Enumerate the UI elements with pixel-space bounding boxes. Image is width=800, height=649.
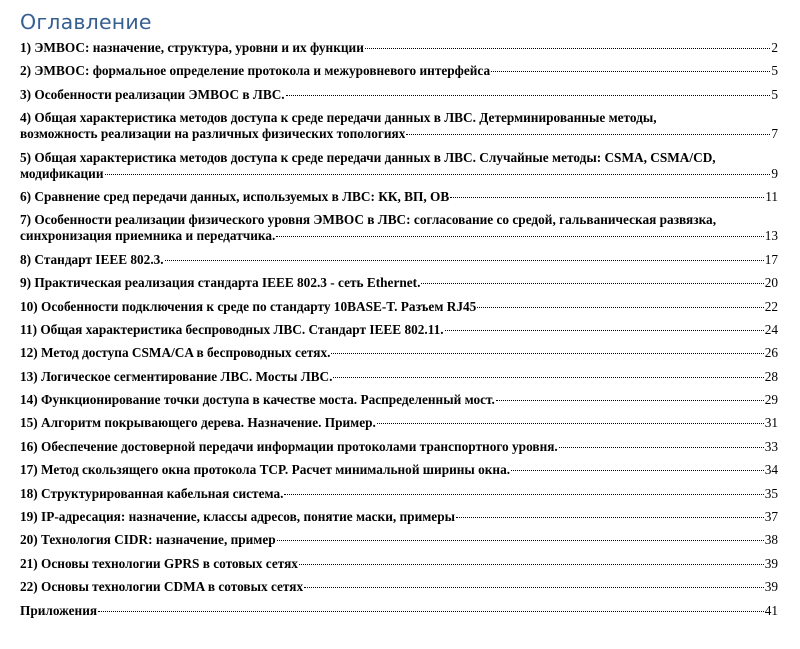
toc-entry[interactable] <box>20 579 778 595</box>
toc-entry[interactable] <box>20 509 778 525</box>
toc-entry[interactable] <box>20 275 778 291</box>
toc-entry-label: 15) Алгоритм покрывающего дерева. Назначение. Пример. <box>20 415 376 431</box>
toc-entry[interactable] <box>20 40 778 56</box>
toc-entry-label: 13) Логическое сегментирование ЛВС. Мосты ЛВС. <box>20 368 333 384</box>
toc-entry-page: 22 <box>764 298 778 314</box>
toc-entry[interactable] <box>20 439 778 455</box>
dot-leader <box>333 376 763 378</box>
toc-entry-page: 26 <box>764 345 778 361</box>
dot-leader <box>559 446 764 448</box>
toc-entry[interactable] <box>20 369 778 385</box>
toc-entry[interactable] <box>20 150 778 182</box>
toc-entry-page: 41 <box>764 602 778 618</box>
toc-entry-label: 22) Основы технологии CDMA в сотовых сетях <box>20 579 304 595</box>
dot-leader <box>496 399 764 401</box>
toc-entry-page: 2 <box>771 40 778 55</box>
toc-entry-page: 11 <box>765 188 778 204</box>
toc-entry-label: Приложения <box>20 602 98 618</box>
dot-leader <box>491 70 770 72</box>
dot-leader <box>98 610 764 612</box>
toc-entry-page: 33 <box>764 438 778 454</box>
dot-leader <box>456 516 764 518</box>
toc-entry[interactable] <box>20 462 778 478</box>
toc-entry-label: 6) Сравнение сред передачи данных, используемых в ЛВС: КК, ВП, ОВ <box>20 188 450 204</box>
toc-entry-page: 17 <box>764 251 778 267</box>
toc-entry[interactable] <box>20 63 778 79</box>
toc-entry-label: 16) Обеспечение достоверной передачи информации протоколами транспортного уровня. <box>20 438 558 454</box>
toc-entry-label: 10) Особенности подключения к среде по стандарту 10BASE-T. Разъем RJ45 <box>20 298 477 314</box>
table-of-contents <box>20 8 778 626</box>
toc-entry-page: 7 <box>771 126 778 142</box>
toc-entry[interactable] <box>20 189 778 205</box>
toc-entry[interactable] <box>20 345 778 361</box>
toc-entry-page: 29 <box>764 392 778 408</box>
dot-leader <box>421 282 763 284</box>
toc-entry[interactable] <box>20 556 778 572</box>
toc-entry-page: 31 <box>764 415 778 431</box>
dot-leader <box>511 469 764 471</box>
dot-leader <box>450 196 764 198</box>
toc-entry-label: 1) ЭМВОС: назначение, структура, уровни и их функции <box>20 40 364 55</box>
toc-entry-label-line1: 7) Особенности реализации физического уровня ЭМВОС в ЛВС: согласование со средой, гальваническая развязка, <box>20 212 717 228</box>
toc-entry-label-line2: синхронизация приемника и передатчика. <box>20 228 276 244</box>
toc-entry-page: 5 <box>771 63 778 79</box>
toc-entry-page: 34 <box>764 462 778 478</box>
toc-title: Оглавление <box>20 10 152 34</box>
toc-entry-page: 5 <box>771 86 778 102</box>
toc-entry-label: 2) ЭМВОС: формальное определение протокола и межуровневого интерфейса <box>20 63 491 79</box>
toc-entry-label: 9) Практическая реализация стандарта IEEE 802.3 - сеть Ethernet. <box>20 275 421 291</box>
toc-entry[interactable] <box>20 252 778 268</box>
toc-entry-label: 12) Метод доступа CSMA/CA в беспроводных сетях. <box>20 345 331 361</box>
toc-entry-page: 9 <box>771 165 778 181</box>
toc-entry-label: 11) Общая характеристика беспроводных ЛВС. Стандарт IEEE 802.11. <box>20 321 444 337</box>
dot-leader <box>284 493 763 495</box>
toc-entry-label-line2: возможность реализации на различных физических топологиях <box>20 126 406 142</box>
dot-leader <box>477 306 763 308</box>
dot-leader <box>286 94 771 96</box>
toc-entry-label: 18) Структурированная кабельная система. <box>20 485 284 501</box>
toc-entry-page: 13 <box>764 228 778 244</box>
dot-leader <box>277 539 764 541</box>
toc-entry-page: 37 <box>764 509 778 525</box>
toc-entry-label: 17) Метод скользящего окна протокола TCP. Расчет минимальной ширины окна. <box>20 462 511 478</box>
toc-entry[interactable] <box>20 87 778 103</box>
toc-entry-label: 8) Стандарт IEEE 802.3. <box>20 251 164 267</box>
toc-entry-page: 39 <box>764 555 778 571</box>
toc-entry-page: 24 <box>764 321 778 337</box>
toc-entry-page: 28 <box>764 368 778 384</box>
toc-entry-page: 38 <box>764 532 778 548</box>
toc-entry-label-line1: 4) Общая характеристика методов доступа к среде передачи данных в ЛВС. Детерминированные методы, <box>20 110 657 126</box>
toc-entry[interactable] <box>20 322 778 338</box>
toc-entry-label: 14) Функционирование точки доступа в качестве моста. Распределенный мост. <box>20 392 495 408</box>
dot-leader <box>165 259 764 261</box>
toc-entry-label-line2: модификации <box>20 165 104 181</box>
dot-leader <box>276 235 763 237</box>
toc-entry[interactable] <box>20 486 778 502</box>
dot-leader <box>406 133 770 135</box>
toc-entry[interactable] <box>20 603 778 619</box>
toc-entry-label: 19) IP-адресация: назначение, классы адресов, понятие маски, примеры <box>20 509 455 525</box>
toc-entry[interactable] <box>20 110 778 142</box>
dot-leader <box>445 329 764 331</box>
toc-entry-label: 21) Основы технологии GPRS в сотовых сетях <box>20 555 298 571</box>
dot-leader <box>331 352 763 354</box>
dot-leader <box>105 173 771 175</box>
dot-leader <box>377 422 764 424</box>
toc-entry-page: 35 <box>764 485 778 501</box>
toc-entry-label: 3) Особенности реализации ЭМВОС в ЛВС. <box>20 86 285 102</box>
toc-entry-label-line1: 5) Общая характеристика методов доступа к среде передачи данных в ЛВС. Случайные методы: CSMA, CSMA/CD, <box>20 149 716 165</box>
dot-leader <box>365 47 770 49</box>
toc-entry[interactable] <box>20 415 778 431</box>
toc-entry-page: 39 <box>764 579 778 595</box>
toc-entry[interactable] <box>20 532 778 548</box>
toc-entry-page: 20 <box>764 275 778 291</box>
toc-entry[interactable] <box>20 299 778 315</box>
toc-entry-label: 20) Технология CIDR: назначение, пример <box>20 532 276 548</box>
toc-entry[interactable] <box>20 392 778 408</box>
dot-leader <box>299 563 764 565</box>
dot-leader <box>304 586 764 588</box>
toc-entry[interactable] <box>20 212 778 244</box>
